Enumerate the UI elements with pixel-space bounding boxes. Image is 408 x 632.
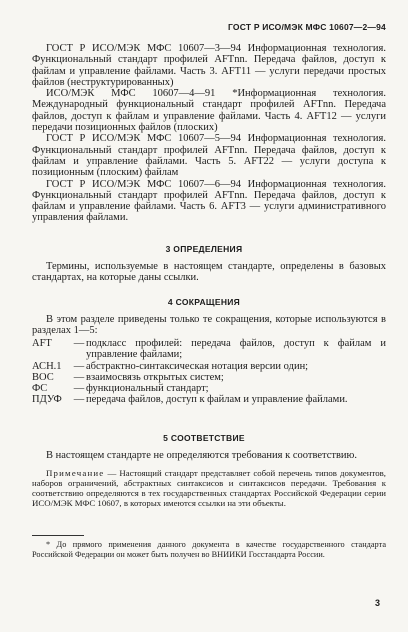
section-4-title: 4 СОКРАЩЕНИЯ <box>167 297 241 307</box>
reference-item: ИСО/МЭК МФС 10607—4—91 *Информационная технология. Международный функциональный стандарт профилей AFTnn. Передача файлов, доступ к файлам и управление файлами. Часть 4. AFT12 — услуги передачи позиционных файлов (плоских) <box>32 88 386 134</box>
abbreviation-row <box>32 383 386 394</box>
abbreviation-term: АСН.1 <box>32 360 62 372</box>
abbreviation-row <box>32 338 386 361</box>
abbreviation-row <box>32 372 386 383</box>
reference-item: ГОСТ Р ИСО/МЭК МФС 10607—3—94 Информационная технология. Функциональный стандарт профилей AFTnn. Передача файлов, доступ к файлам и управление файлами. Часть 3. AFT11 — услуги передачи простых файлов (неструктурированных) <box>32 43 386 88</box>
abbreviation-term: ВОС <box>32 371 54 383</box>
abbreviation-definition: взаимосвязь открытых систем; <box>86 371 224 383</box>
page-number: 3 <box>374 598 380 608</box>
abbreviation-dash: — <box>73 371 85 383</box>
conformance-note <box>32 468 386 508</box>
abbreviation-dash: — <box>73 338 85 349</box>
note-text: — Настоящий стандарт представляет собой перечень типов документов, наборов ограничений, абстрактных синтаксисов и синтаксисов передачи. Требования к соответствию определяются в тех государственных стандартах Российской Федерации серии ИСО/МЭК МФС 10607, в которых имеются ссылки на эти объекты. <box>32 468 386 508</box>
definitions-paragraph: Термины, используемые в настоящем стандарте, определены в базовых стандартах, на которые даны ссылки. <box>32 261 386 284</box>
section-3-text <box>32 261 386 284</box>
section-3-title: 3 ОПРЕДЕЛЕНИЯ <box>165 244 243 254</box>
reference-item: ГОСТ Р ИСО/МЭК МФС 10607—6—94 Информационная технология. Функциональный стандарт профилей AFTnn. Передача файлов, доступ к файлам и управление файлами. Часть 6. AFT3 — услуги административного управления файлами. <box>32 178 386 224</box>
footnote: * До прямого применения данного документа в качестве государственного стандарта Российской Федерации он может быть получен во ВНИИКИ Госстандарта России. <box>32 540 386 559</box>
section-5-text <box>32 450 386 461</box>
abbreviation-dash: — <box>73 383 85 395</box>
abbreviation-term: ПДУФ <box>32 394 62 406</box>
abbreviation-definition: функциональный стандарт; <box>86 383 209 395</box>
section-5-title: 5 СООТВЕТСТВИЕ <box>163 433 245 443</box>
reference-item: ГОСТ Р ИСО/МЭК МФС 10607—5—94 Информационная технология. Функциональный стандарт профилей AFTnn. Передача файлов, доступ к файлам и управление файлами. Часть 5. AFT22 — услуги доступа к позиционным (плоским) файлам <box>32 133 386 179</box>
note-label: Примечание <box>46 468 105 478</box>
abbreviation-dash: — <box>73 394 85 406</box>
abbreviations-intro: В этом разделе приведены только те сокращения, которые используются в разделах 1—5: <box>32 314 386 337</box>
abbreviations-list <box>32 338 386 406</box>
abbreviation-definition: передача файлов, доступ к файлам и управление файлами. <box>86 394 348 406</box>
abbreviation-row <box>32 361 386 372</box>
abbreviation-definition: подкласс профилей: передача файлов, доступ к файлам и управление файлами; <box>86 338 386 361</box>
normative-references <box>32 43 386 224</box>
conformance-paragraph: В настоящем стандарте не определяются требования к соответствию. <box>46 450 358 461</box>
abbreviation-row <box>32 394 386 405</box>
section-4-intro <box>32 314 386 337</box>
abbreviation-definition: абстрактно-синтаксическая нотация версии один; <box>86 360 309 372</box>
abbreviation-dash: — <box>73 360 85 372</box>
abbreviation-term: AFT <box>32 338 52 349</box>
abbreviation-term: ФС <box>32 383 48 395</box>
running-header: ГОСТ Р ИСО/МЭК МФС 10607—2—94 <box>228 22 386 32</box>
footnote-divider <box>32 535 84 536</box>
